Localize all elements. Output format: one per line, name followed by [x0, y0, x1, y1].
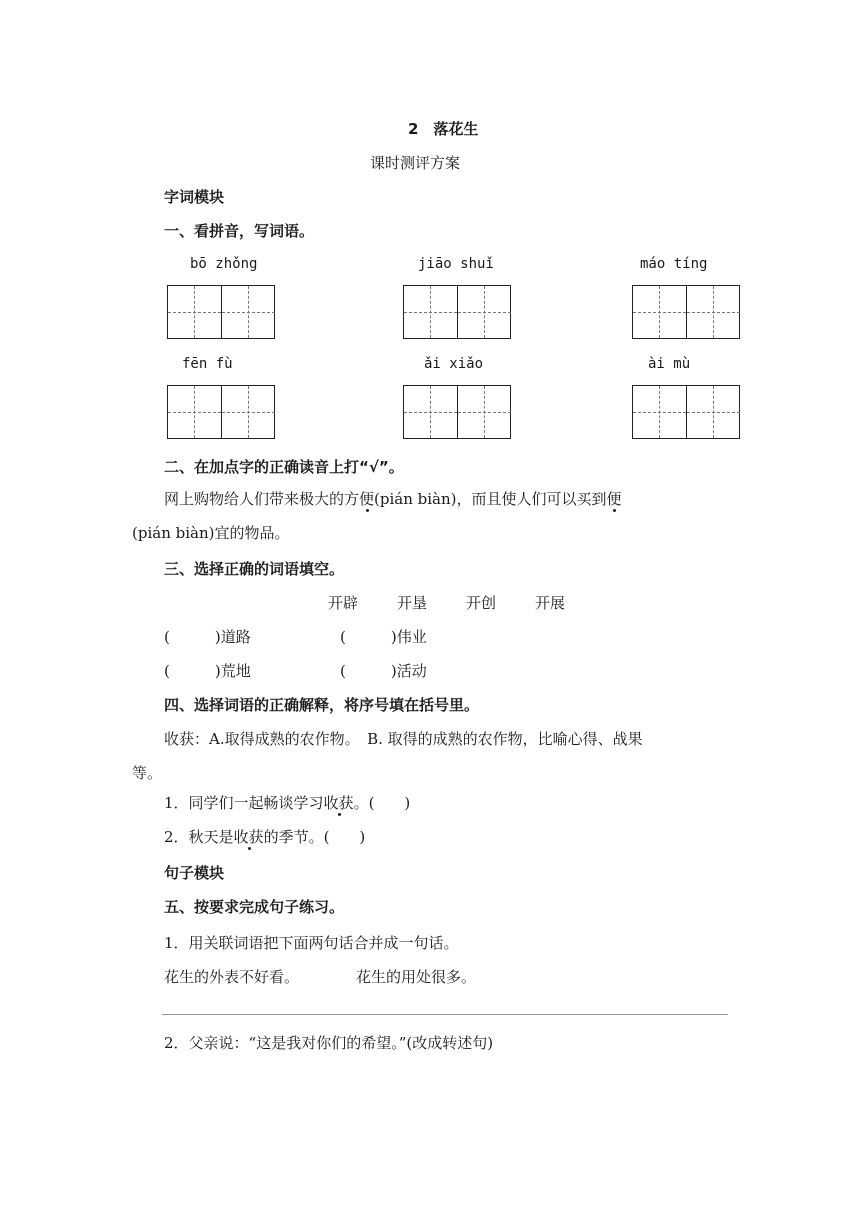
writing-grid[interactable] [167, 285, 275, 339]
question-2-line-2: (pián biàn)宜的物品。 [132, 524, 290, 542]
sentence-text: 。( ) [353, 794, 411, 812]
sentence-b: 花生的用处很多。 [356, 968, 477, 986]
dotted-word: 收获 [233, 828, 264, 846]
pinyin-label: máo tíng [640, 256, 708, 272]
question-5-instruction-2: 2．父亲说：“这是我对你们的希望。”(改成转述句) [164, 1034, 494, 1052]
pinyin-label: ǎi xiǎo [424, 356, 484, 372]
question-5-heading: 五、按要求完成句子练习。 [164, 898, 345, 916]
writing-grid[interactable] [632, 285, 740, 339]
dotted-word: 收获 [323, 794, 354, 812]
question-2-line-1 [164, 488, 622, 509]
sentence-text: 的季节。( ) [263, 828, 366, 846]
page-subtitle: 课时测评方案 [370, 154, 461, 172]
module-heading-words: 字词模块 [164, 188, 225, 206]
writing-grid[interactable] [403, 285, 511, 339]
fill-blank[interactable]: ( )活动 [340, 662, 427, 680]
question-4-heading: 四、选择词语的正确解释，将序号填在括号里。 [164, 696, 480, 714]
fill-blank[interactable]: ( )伟业 [340, 628, 427, 646]
question-2-heading: 二、在加点字的正确读音上打“√”。 [164, 458, 404, 476]
sentence-a: 花生的外表不好看。 [164, 968, 300, 986]
writing-grid[interactable] [632, 385, 740, 439]
sentence-text: 网上购物给人们带来极大的方 [164, 490, 360, 508]
pinyin-label: fēn fù [182, 356, 233, 372]
dotted-character: 便 [359, 490, 375, 508]
question-3-heading: 三、选择正确的词语填空。 [164, 560, 345, 578]
question-5-instruction-1: 1．用关联词语把下面两句话合并成一句话。 [164, 934, 459, 952]
word-option: 开辟 [328, 594, 359, 612]
sentence-text: 2．秋天是 [164, 828, 234, 846]
fill-blank[interactable]: ( )道路 [164, 628, 251, 646]
lesson-title: 2 落花生 [408, 120, 479, 138]
definition-line: 收获：A.取得成熟的农作物。 B. 取得的成熟的农作物，比喻心得、战果 [164, 730, 643, 748]
sentence-text: 1．同学们一起畅谈学习 [164, 794, 324, 812]
word-option: 开展 [535, 594, 566, 612]
question-4-sentence-2[interactable] [164, 826, 365, 847]
writing-grid[interactable] [403, 385, 511, 439]
pinyin-label: jiāo shuǐ [418, 256, 494, 272]
dotted-character: 便 [606, 490, 622, 508]
question-1-heading: 一、看拼音，写词语。 [164, 222, 315, 240]
question-4-sentence-1[interactable] [164, 792, 410, 813]
pinyin-label: ài mù [648, 356, 691, 372]
word-option: 开创 [466, 594, 497, 612]
definition-line: 等。 [132, 764, 163, 782]
answer-line[interactable] [162, 1014, 728, 1015]
word-option: 开垦 [397, 594, 428, 612]
sentence-text: (pián biàn)，而且使人们可以买到 [374, 490, 607, 508]
pinyin-label: bō zhǒng [190, 256, 258, 272]
module-heading-sentences: 句子模块 [164, 864, 225, 882]
fill-blank[interactable]: ( )荒地 [164, 662, 251, 680]
writing-grid[interactable] [167, 385, 275, 439]
